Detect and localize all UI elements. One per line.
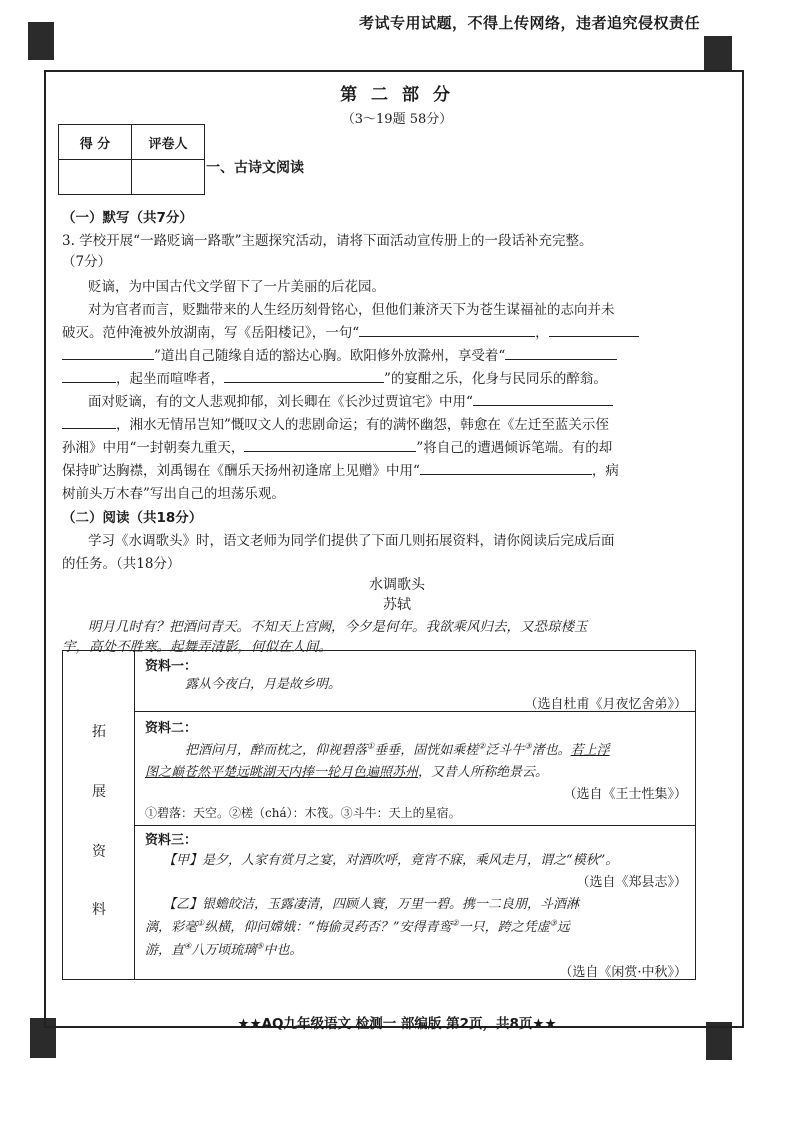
answer-blank-3a[interactable] <box>505 345 617 360</box>
material-three-yi-line3 <box>145 939 302 958</box>
text-span: 渚也。 <box>531 743 571 758</box>
footnote-mark: ④ <box>184 941 192 951</box>
answer-blank-2a[interactable] <box>549 322 639 337</box>
row-divider <box>135 825 695 826</box>
text-span: ”道出自己随缘自适的豁达心胸。欧阳修外放滁州，享受着“ <box>154 348 506 364</box>
material-three-title: 资料三： <box>145 833 198 848</box>
poem-line2: 宇，高处不胜寒。起舞弄清影，何似在人间。 <box>62 639 332 655</box>
footnote-mark: ② <box>451 918 459 928</box>
footnote-mark: ① <box>367 741 375 751</box>
sub-section-two: （二）阅读（共18分） <box>62 510 203 526</box>
material-three-jia-source: （选自《郑县志》） <box>576 875 687 890</box>
text-span: ”的宴酣之乐，化身与民同乐的醉翁。 <box>384 371 607 387</box>
section-one-title: 一、古诗文阅读 <box>206 160 304 176</box>
material-one-title: 资料一： <box>145 659 198 674</box>
q3-points: （7分） <box>62 254 112 270</box>
label-char: 拓 <box>92 724 106 740</box>
q3-para2-line2 <box>62 321 639 341</box>
text-span: 泛斗牛 <box>485 743 525 758</box>
text-span: ”将自己的遭遇倾诉笔端。有的却 <box>416 440 613 456</box>
material-two-title: 资料二： <box>145 721 198 736</box>
score-table <box>58 124 205 195</box>
answer-blank-5b[interactable] <box>62 414 116 429</box>
q3-para2-line4 <box>62 367 607 387</box>
material-two-notes: ①碧落：天空。②槎（chá）：木筏。③斗牛：天上的星宿。 <box>145 806 461 820</box>
q3-para3-line3 <box>62 436 612 456</box>
material-two-source: （选自《王士性集》） <box>563 787 687 802</box>
grader-header: 评卷人 <box>132 125 205 160</box>
material-three-yi-source: （选自《闲赏·中秋》） <box>559 965 687 980</box>
footnote-mark: ② <box>478 741 486 751</box>
text-span: 破灭。范仲淹被外放湖南，写《岳阳楼记》，一句“ <box>62 325 360 341</box>
q3-para2-line1: 对为官者而言，贬黜带来的人生经历刻骨铭心，但他们兼济天下为苍生谋福祉的志向并未 <box>88 302 615 318</box>
material-one-text: 露从今夜白，月是故乡明。 <box>185 677 342 692</box>
answer-blank-3b[interactable] <box>62 368 116 383</box>
footnote-mark: ③ <box>549 918 557 928</box>
material-three-jia: 【甲】是夕，人家有赏月之宴，对酒吹呼，竟宵不寐，乘风走月，谓之“模秋”。 <box>163 853 619 868</box>
text-span: 面对贬谪，有的文人悲观抑郁，刘长卿在《长沙过贾谊宅》中用“ <box>88 394 473 410</box>
text-span: 保持旷达胸襟，刘禹锡在《酬乐天扬州初逢席上见赠》中用“ <box>62 463 420 479</box>
text-span: 远 <box>556 920 570 935</box>
answer-blank-5a[interactable] <box>473 391 613 406</box>
q3-para3-line5: 树前头万木春”写出自己的坦荡乐观。 <box>62 486 285 502</box>
grader-cell[interactable] <box>132 160 205 195</box>
material-three-yi-line2 <box>145 916 570 935</box>
material-three-yi-line1: 【乙】银蟾皎洁，玉露凄清，四顾人寰，万里一碧。携一二良朋，斗酒淋 <box>163 897 580 912</box>
page-footer: ★★AQ九年级语文 检测一 部编版 第2页，共8页★★ <box>237 1016 557 1032</box>
poem-line1: 明月几时有？把酒问青天。不知天上宫阙，今夕是何年。我欲乘风归去，又恐琼楼玉 <box>88 619 588 635</box>
text-span: 垂垂，固恍如乘槎 <box>374 743 479 758</box>
sub-section-one: （一）默写（共7分） <box>62 210 193 226</box>
text-span: 孙湘》中用“一封朝奏九重天， <box>62 440 245 456</box>
corner-mark-top-right <box>704 36 732 72</box>
text-span: 把酒问月，醉而枕之，仰视碧落 <box>185 743 368 758</box>
underlined-text: 若上浮 <box>570 743 610 758</box>
poem-title: 水调歌头 <box>369 577 425 593</box>
part-subtitle: （3～19题 58分） <box>341 112 453 127</box>
footnote-mark: ① <box>197 918 205 928</box>
label-char: 资 <box>92 844 106 860</box>
answer-blank-1[interactable] <box>359 322 535 337</box>
text-span: 漓，彩毫 <box>145 920 198 935</box>
corner-mark-top-left <box>28 22 54 60</box>
answer-blank-6[interactable] <box>244 437 416 452</box>
q3-para3-line4 <box>62 459 619 479</box>
part-title: 第 二 部 分 <box>340 85 454 105</box>
material-one-source: （选自杜甫《月夜忆舍弟》） <box>524 697 687 712</box>
footnote-mark: ⑤ <box>256 941 264 951</box>
footnote-mark: ③ <box>524 741 532 751</box>
extension-materials-table <box>62 650 696 980</box>
text-span: ， <box>535 325 549 341</box>
material-two-line1 <box>185 739 610 758</box>
label-char: 展 <box>92 784 106 800</box>
material-two-line2 <box>145 761 548 780</box>
reading-intro-line2: 的任务。（共18分） <box>62 556 181 572</box>
text-span: 八万顷琉璃 <box>191 943 257 958</box>
text-span: ，又昔人所称绝景云。 <box>418 765 549 780</box>
text-span: 中也。 <box>263 943 303 958</box>
extension-label-column <box>63 651 135 979</box>
text-span: ，湘水无情吊岂知”慨叹文人的悲剧命运；有的满怀幽怨，韩愈在《左迁至蓝关示侄 <box>116 417 609 433</box>
q3-para3-line1 <box>88 390 613 410</box>
text-span: ，病 <box>591 463 619 479</box>
reading-intro-line1: 学习《水调歌头》时，语文老师为同学们提供了下面几则拓展资料，请你阅读后完成后面 <box>88 533 615 549</box>
q3-stem: 3. 学校开展“一路贬谪一路歌”主题探究活动，请将下面活动宣传册上的一段话补充完整。 <box>62 233 593 249</box>
text-span: ，起坐而喧哗者， <box>116 371 224 387</box>
score-header: 得 分 <box>59 125 132 160</box>
q3-para3-line2 <box>62 413 609 433</box>
text-span: 纵横，仰问嫦娥：“悔偷灵药否？”安得青鸾 <box>204 920 452 935</box>
copyright-notice: 考试专用试题，不得上传网络，违者追究侵权责任 <box>358 14 700 32</box>
label-char: 料 <box>92 902 106 918</box>
answer-blank-7[interactable] <box>420 460 592 475</box>
q3-para1: 贬谪，为中国古代文学留下了一片美丽的后花园。 <box>88 279 385 295</box>
underlined-text: 图之巅苍然平楚远眺湖天内捧一轮月色遍照苏州 <box>145 765 419 780</box>
answer-blank-2b[interactable] <box>62 345 154 360</box>
text-span: 游，直 <box>145 943 185 958</box>
poem-author: 苏轼 <box>383 597 411 613</box>
answer-blank-4[interactable] <box>224 368 384 383</box>
text-span: 一只，跨之凭虚 <box>458 920 550 935</box>
score-cell[interactable] <box>59 160 132 195</box>
q3-para2-line3 <box>62 344 617 364</box>
